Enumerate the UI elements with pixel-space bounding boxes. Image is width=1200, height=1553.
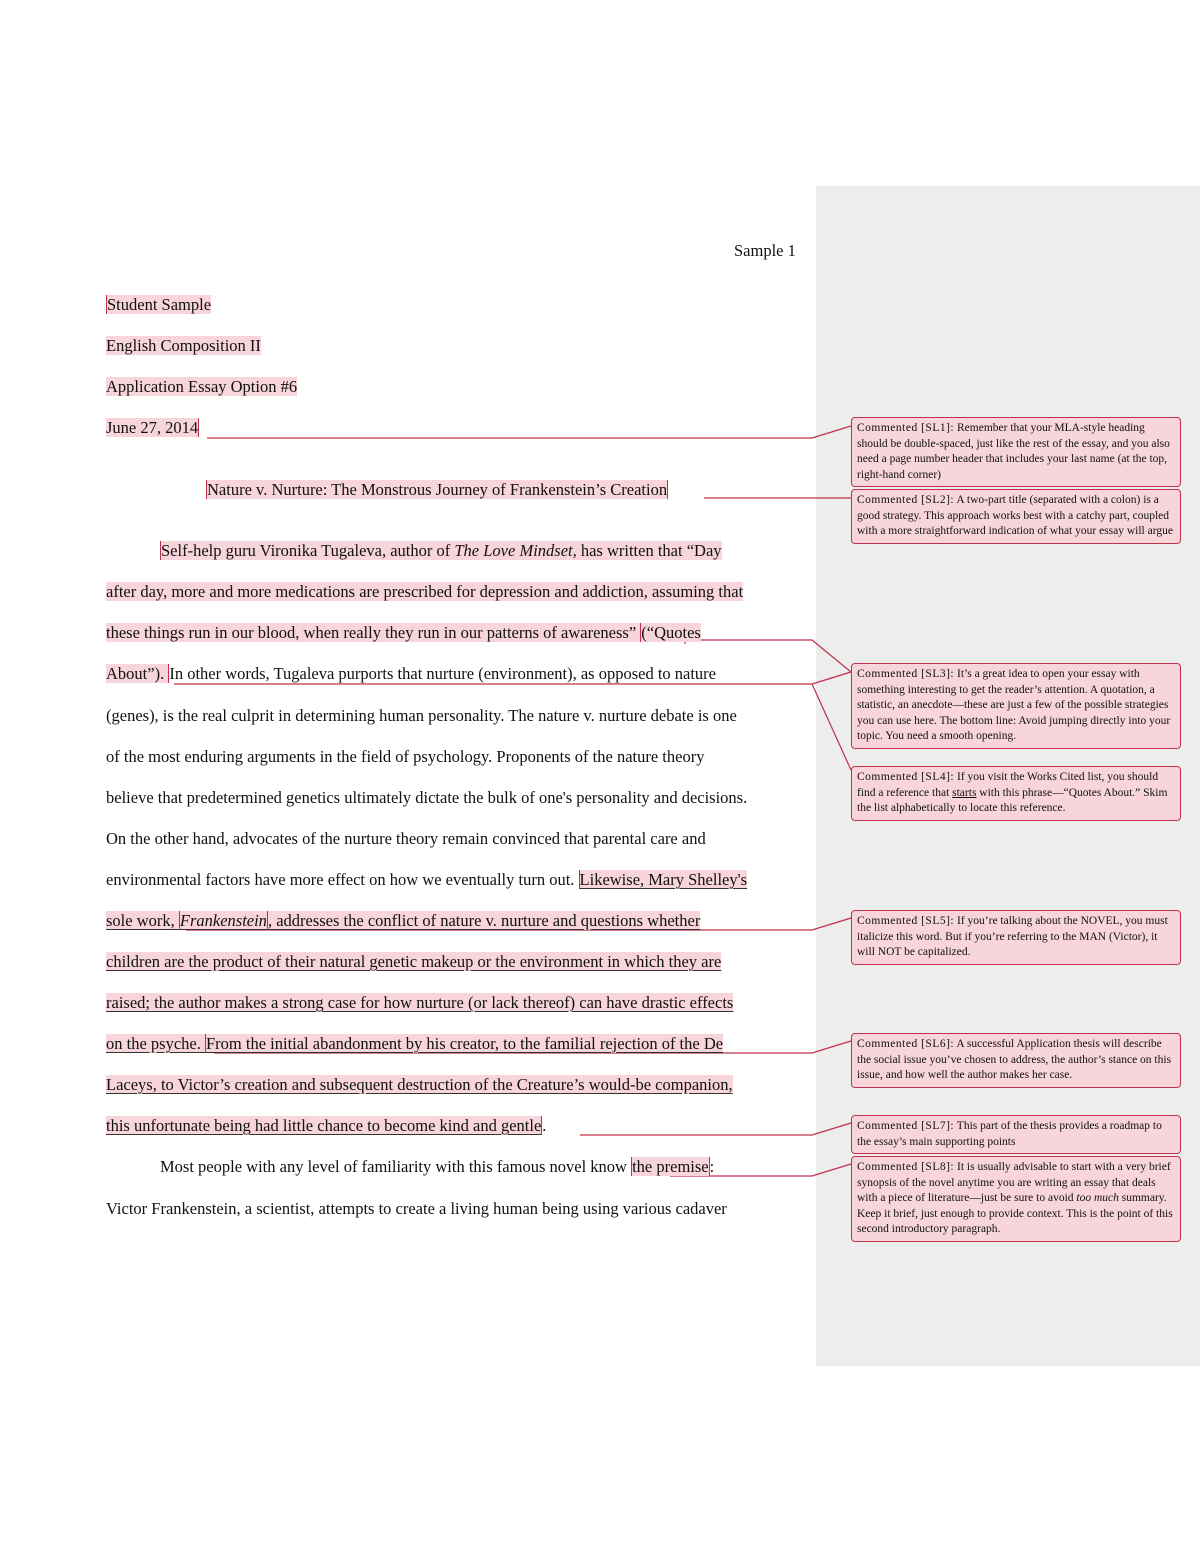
page-number-header: Sample 1	[734, 241, 796, 260]
comment-text: with this phrase—“Quotes About.” Skim the list alphabetically to locate this reference.	[857, 786, 1168, 815]
body-line-1: Self-help guru Vironika Tugaleva, author of The Love Mindset, has written that “Day	[161, 541, 722, 560]
body-line-15: this unfortunate being had little chance to become kind and gentle.	[106, 1116, 547, 1135]
body-line-16: Most people with any level of familiarity with this famous novel know the premise:	[160, 1157, 715, 1176]
comment-text-underlined: starts	[952, 786, 977, 799]
comment-sl4[interactable]	[851, 766, 1181, 821]
heading-date: June 27, 2014	[106, 418, 199, 437]
comment-text: A two-part title (separated with a colon) is a good strategy. This approach works best with a catchy part, coupled with a more straightforward indication of what your essay will argue	[857, 494, 1173, 538]
comment-text: It’s a great idea to open your essay with something interesting to get the reader’s attention. A quotation, a statistic, an anecdote—these are just a few of the possible strategies you can use here. The bottom line: Avoid jumping directly into your topic. You need a smooth opening.	[857, 668, 1171, 743]
comment-label: Commented [SL3]:	[857, 668, 955, 680]
comment-sl3[interactable]	[851, 663, 1181, 749]
body-line-8: On the other hand, advocates of the nurture theory remain convinced that parental care and	[106, 829, 706, 848]
body-line-17: Victor Frankenstein, a scientist, attempts to create a living human being using various cadaver	[106, 1199, 727, 1218]
comment-label: Commented [SL1]:	[857, 422, 955, 434]
comment-sl1[interactable]	[851, 417, 1181, 487]
comment-sl2[interactable]	[851, 489, 1181, 544]
comment-label: Commented [SL2]:	[857, 494, 955, 506]
body-line-2: after day, more and more medications are prescribed for depression and addiction, assuming that	[106, 582, 744, 601]
comment-sl6[interactable]	[851, 1033, 1181, 1088]
comment-label: Commented [SL5]:	[857, 915, 955, 927]
connector-sl7	[580, 1123, 851, 1135]
comment-label: Commented [SL7]:	[857, 1120, 955, 1132]
comment-text: If you’re talking about the NOVEL, you must italicize this word. But if you’re referring to the MAN (Victor), it will NOT be capitalized.	[857, 915, 1168, 959]
heading-course: English Composition II	[106, 336, 261, 355]
body-line-4: About”). In other words, Tugaleva purports that nurture (environment), as opposed to nature	[106, 664, 717, 683]
comment-label: Commented [SL4]:	[857, 771, 955, 783]
essay-title: Nature v. Nurture: The Monstrous Journey of Frankenstein’s Creation	[207, 480, 668, 499]
body-line-14: Laceys, to Victor’s creation and subsequent destruction of the Creature’s would-be companion,	[106, 1075, 733, 1094]
body-line-11: children are the product of their natural genetic makeup or the environment in which they are	[106, 952, 722, 971]
comment-sl5[interactable]	[851, 910, 1181, 965]
comment-text: A successful Application thesis will describe the social issue you’ve chosen to address, the author’s stance on this issue, and how well the author makes her case.	[857, 1038, 1172, 1082]
body-line-9: environmental factors have more effect on how we eventually turn out. Likewise, Mary Shelley's	[106, 870, 748, 889]
comment-text: This part of the thesis provides a roadmap to the essay’s main supporting points	[857, 1120, 1162, 1148]
comment-text: If you visit the Works Cited list, you should find a reference that	[857, 771, 1159, 799]
heading-assignment: Application Essay Option #6	[106, 377, 298, 396]
comment-text: summary. Keep it brief, just enough to provide context. This is the point of this second introductory paragraph.	[857, 1192, 1173, 1236]
comment-text: It is usually advisable to start with a very brief synopsis of the novel anytime you are writing an essay that deals with a piece of literature—just be sure to avoid	[857, 1161, 1171, 1205]
comment-text: Remember that your MLA-style heading should be double-spaced, just like the rest of the essay, and you also need a page number header that includes your last name (at the top, right-hand corner)	[857, 422, 1170, 481]
comment-label: Commented [SL6]:	[857, 1038, 955, 1050]
comment-sl7[interactable]	[851, 1115, 1181, 1154]
body-line-3: these things run in our blood, when really they run in our patterns of awareness” (“Quotes	[106, 623, 701, 642]
comment-label: Commented [SL8]:	[857, 1161, 955, 1173]
heading-student-name: Student Sample	[107, 295, 212, 314]
body-line-6: of the most enduring arguments in the field of psychology. Proponents of the nature theory	[106, 747, 705, 766]
body-line-10: sole work, Frankenstein, addresses the conflict of nature v. nurture and questions whether	[106, 911, 701, 930]
body-line-5: (genes), is the real culprit in determining human personality. The nature v. nurture debate is one	[106, 706, 737, 725]
body-line-13: on the psyche. From the initial abandonment by his creator, to the familial rejection of the De	[106, 1034, 724, 1053]
connector-sl1	[207, 426, 851, 438]
comment-sl8[interactable]	[851, 1156, 1181, 1242]
comment-text-italic: too much	[1076, 1192, 1119, 1205]
body-line-7: believe that predetermined genetics ultimately dictate the bulk of one's personality and decisions.	[106, 788, 748, 807]
body-line-12: raised; the author makes a strong case for how nurture (or lack thereof) can have drastic effects	[106, 993, 734, 1012]
